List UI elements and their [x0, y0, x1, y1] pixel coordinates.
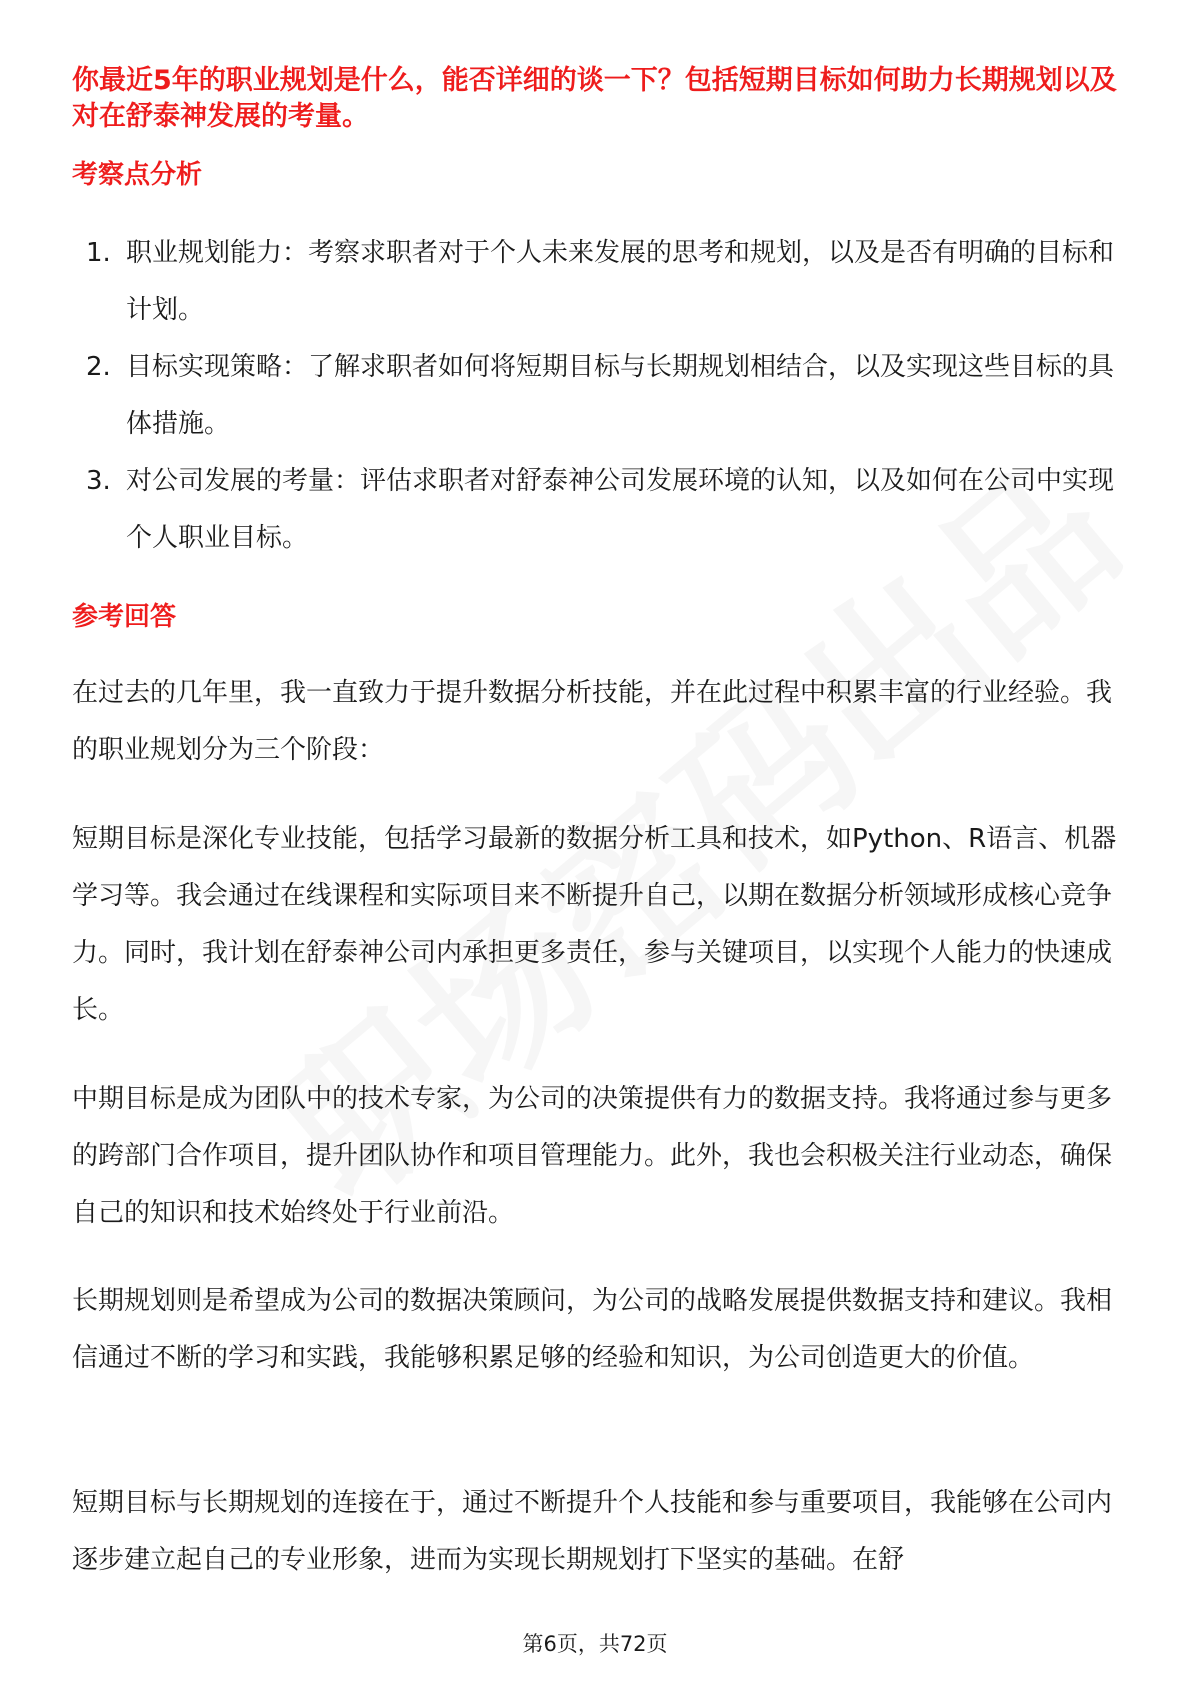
point-number: 2. — [86, 352, 111, 382]
analysis-points — [72, 225, 1118, 567]
answer-title: 参考回答 — [72, 602, 177, 632]
point-text: 目标实现策略：了解求职者如何将短期目标与长期规划相结合，以及实现这些目标的具体措施。 — [126, 352, 1115, 439]
answer-paragraph: 在过去的几年里，我一直致力于提升数据分析技能，并在此过程中积累丰富的行业经验。我的职业规划分为三个阶段： — [72, 678, 1113, 765]
point-number: 1. — [86, 238, 111, 268]
answer-paragraph: 短期目标与长期规划的连接在于，通过不断提升个人技能和参与重要项目，我能够在公司内逐步建立起自己的专业形象，进而为实现长期规划打下坚实的基础。在舒 — [72, 1488, 1113, 1575]
analysis-point — [72, 453, 1118, 567]
analysis-point — [72, 225, 1118, 339]
point-number: 3. — [86, 466, 111, 496]
question-heading: 你最近5年的职业规划是什么，能否详细的谈一下？包括短期目标如何助力长期规划以及对在舒泰神发展的考量。 — [72, 65, 1117, 132]
answer-paragraph: 短期目标是深化专业技能，包括学习最新的数据分析工具和技术，如Python、R语言、机器学习等。我会通过在线课程和实际项目来不断提升自己，以期在数据分析领域形成核心竞争力。同时，我计划在舒泰神公司内承担更多责任，参与关键项目，以实现个人能力的快速成长。 — [72, 824, 1117, 1025]
answer-paragraph: 长期规划则是希望成为公司的数据决策顾问，为公司的战略发展提供数据支持和建议。我相信通过不断的学习和实践，我能够积累足够的经验和知识，为公司创造更大的价值。 — [72, 1286, 1113, 1373]
point-text: 职业规划能力：考察求职者对于个人未来发展的思考和规划，以及是否有明确的目标和计划。 — [126, 238, 1115, 325]
analysis-title: 考察点分析 — [72, 160, 203, 190]
analysis-point — [72, 339, 1118, 453]
answer-paragraph: 中期目标是成为团队中的技术专家，为公司的决策提供有力的数据支持。我将通过参与更多的跨部门合作项目，提升团队协作和项目管理能力。此外，我也会积极关注行业动态，确保自己的知识和技术始终处于行业前沿。 — [72, 1084, 1113, 1228]
page-footer: 第6页，共72页 — [522, 1632, 668, 1656]
point-text: 对公司发展的考量：评估求职者对舒泰神公司发展环境的认知，以及如何在公司中实现个人职业目标。 — [126, 466, 1115, 553]
